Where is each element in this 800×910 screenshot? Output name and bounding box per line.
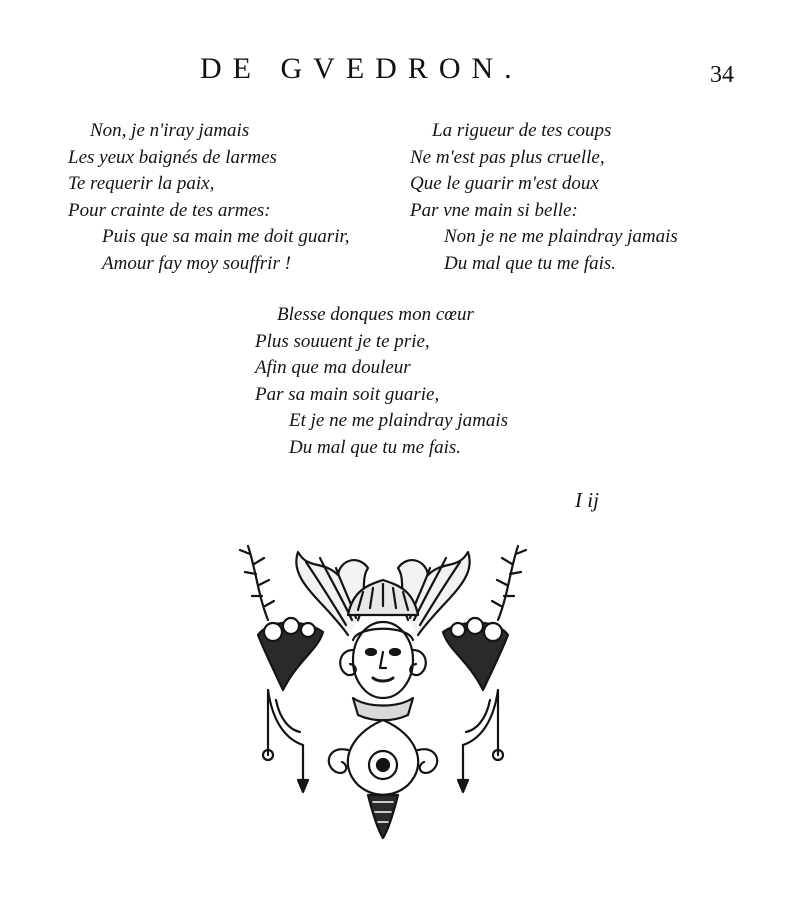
verse-line: Non, je n'iray jamais — [90, 120, 250, 141]
verse-line: Blesse donques mon cœur — [277, 304, 474, 325]
verse-line: Du mal que tu me fais. — [444, 252, 617, 274]
verse-line: Te requerir la paix, — [68, 173, 215, 194]
verse-line: Les yeux baignés de larmes — [68, 146, 277, 168]
verse-line: Par sa main soit guarie, — [255, 383, 440, 405]
verse-line: Et je ne me plaindray jamais — [289, 410, 508, 431]
verse-line: Par vne main si belle: — [410, 199, 578, 221]
signature-mark: I ij — [575, 488, 599, 512]
verse-line: Amour fay moy souffrir ! — [102, 252, 291, 274]
verse-line: Ne m'est pas plus cruelle, — [410, 146, 605, 168]
verse-line: Pour crainte de tes armes: — [68, 199, 271, 221]
running-title: DE GVEDRON. — [200, 52, 523, 85]
stanza-center — [255, 302, 508, 461]
verse-line: Plus souuent je te prie, — [255, 330, 430, 352]
page-number: 34 — [710, 62, 734, 88]
stanza-right — [410, 118, 678, 277]
verse-line: Du mal que tu me fais. — [289, 436, 462, 458]
grotesque-mask-ornament-icon — [228, 540, 538, 840]
verse-line: Puis que sa main me doit guarir, — [102, 226, 350, 247]
verse-line: Que le guarir m'est doux — [410, 173, 599, 194]
verse-line: La rigueur de tes coups — [432, 120, 612, 141]
verse-line: Non je ne me plaindray jamais — [444, 226, 678, 247]
stanza-left — [68, 118, 350, 277]
verse-line: Afin que ma douleur — [255, 357, 411, 378]
